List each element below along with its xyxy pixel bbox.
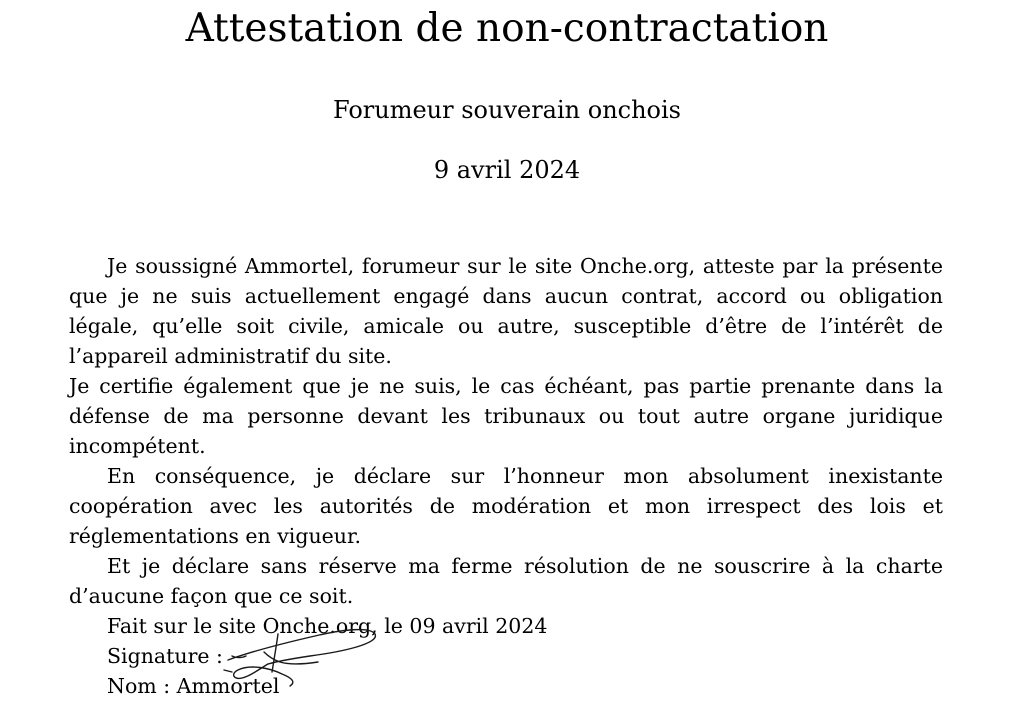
paragraph-3: En conséquence, je déclare sur l’honneur mon absolument inexistante coopération avec les autorités de modération et mon irrespect des lois et réglementations en vigueur. (69, 464, 943, 548)
document-title: Attestation de non-contractation (185, 6, 829, 51)
paragraph-1: Je soussigné Ammortel, forumeur sur le site Onche.org, atteste par la présente que je ne suis actuellement engagé dans aucun contrat, accord ou obligation légale, qu’elle soit civile, amicale ou autre, susceptible d’être de l’intérêt de l’appareil administratif du site. (69, 254, 943, 368)
document-date: 9 avril 2024 (433, 156, 581, 184)
document-body (69, 251, 943, 701)
paragraph-4: Et je déclare sans réserve ma ferme résolution de ne souscrire à la charte d’aucune façon que ce soit. (69, 554, 943, 608)
name-line: Nom : Ammortel (107, 674, 280, 698)
signature-label: Signature : (107, 644, 223, 668)
paragraph-2: Je certifie également que je ne suis, le cas échéant, pas partie prenante dans la défense de ma personne devant les tribunaux ou tout autre organe juridique incompétent. (69, 374, 943, 458)
document-author: Forumeur souverain onchois (332, 96, 681, 124)
place-date-line: Fait sur le site Onche.org, le 09 avril 2024 (107, 614, 548, 638)
closing-block (69, 611, 943, 701)
handwritten-signature (220, 612, 390, 707)
